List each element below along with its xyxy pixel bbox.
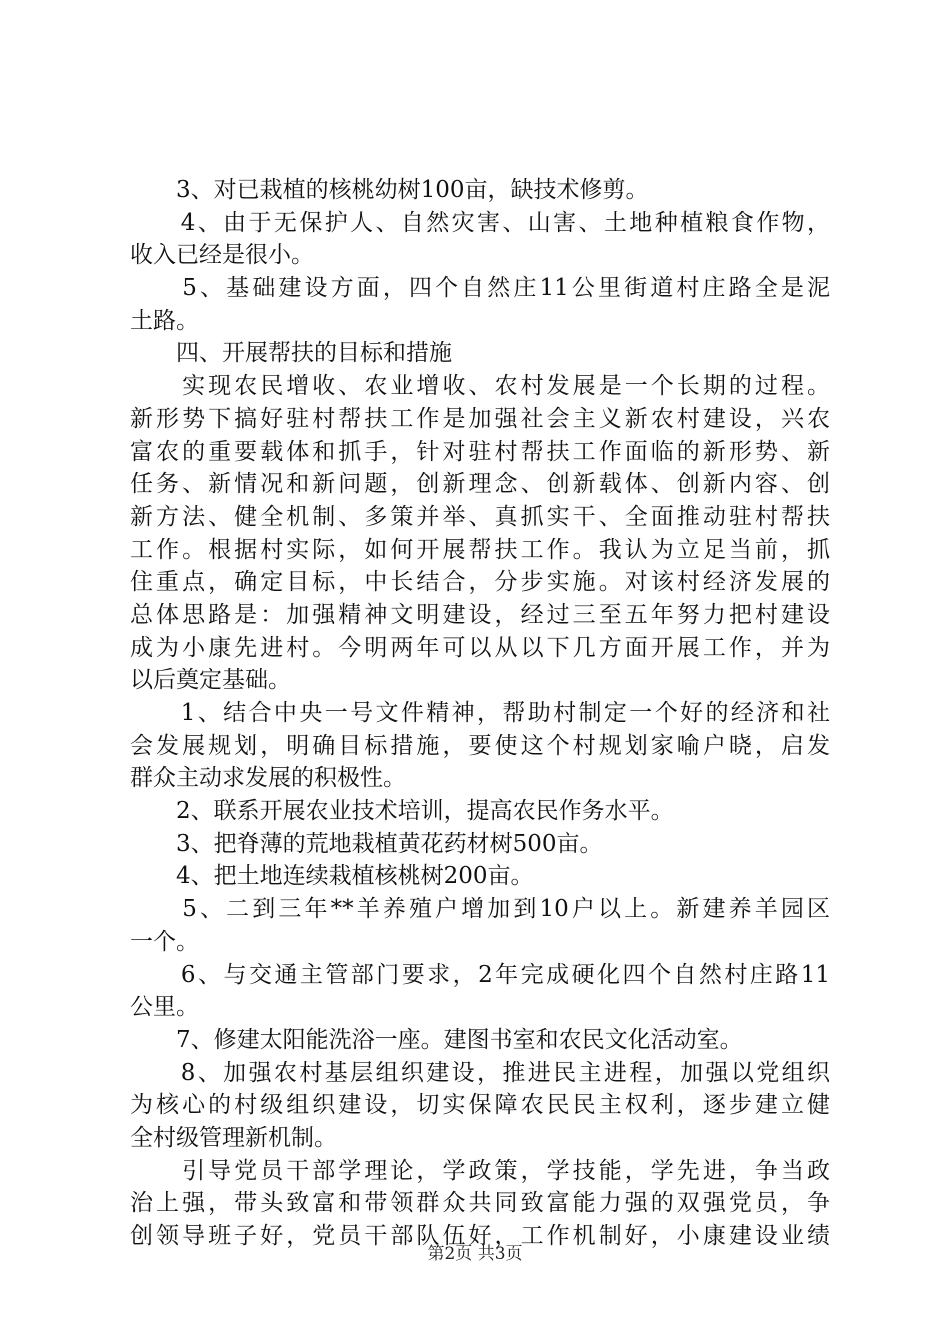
text-line: 以后奠定基础。 [130, 667, 291, 694]
text-line: 6、与交通主管部门要求，2年完成硬化四个自然村庄路11 [130, 961, 830, 988]
text-line: 实现农民增收、农业增收、农村发展是一个长期的过程。 [130, 373, 830, 400]
text-line: 总体思路是：加强精神文明建设，经过三至五年努力把村建设 [130, 601, 830, 628]
text-line: 创领导班子好，党员干部队伍好，工作机制好，小康建设业绩 [130, 1223, 830, 1249]
text-line: 群众主动求发展的积极性。 [130, 765, 406, 792]
text-line: 一个。 [130, 928, 199, 955]
text-line: 会发展规划，明确目标措施，要使这个村规划家喻户晓，启发 [130, 732, 830, 759]
text-line: 新方法、健全机制、多策并举、真抓实干、全面推动驻村帮扶 [130, 503, 830, 530]
text-line: 1、结合中央一号文件精神，帮助村制定一个好的经济和社 [130, 700, 830, 726]
text-line: 4、由于无保护人、自然灾害、山害、土地种植粮食作物， [130, 209, 830, 236]
text-line: 成为小康先进村。今明两年可以从以下几方面开展工作，并为 [130, 634, 830, 661]
page-footer: 第2页 共3页 [427, 1244, 523, 1264]
text-line: 全村级管理新机制。 [130, 1124, 337, 1151]
text-line: 3、把脊薄的荒地栽植黄花药材树500亩。 [130, 830, 603, 857]
text-line: 公里。 [130, 994, 199, 1021]
text-line: 住重点，确定目标，中长结合，分步实施。对该村经济发展的 [130, 569, 830, 596]
text-line: 引导党员干部学理论，学政策，学技能，学先进，争当政 [130, 1157, 830, 1184]
text-line: 4、把土地连续栽植核桃树200亩。 [130, 863, 534, 890]
text-line: 四、开展帮扶的目标和措施 [130, 340, 452, 367]
text-line: 治上强，带头致富和带领群众共同致富能力强的双强党员，争 [130, 1190, 830, 1217]
text-line: 5、基础建设方面，四个自然庄11公里街道村庄路全是泥 [130, 275, 830, 302]
text-line: 工作。根据村实际，如何开展帮扶工作。我认为立足当前，抓 [130, 536, 830, 563]
text-line: 富农的重要载体和抓手，针对驻村帮扶工作面临的新形势、新 [130, 438, 830, 465]
text-line: 任务、新情况和新问题，创新理念、创新载体、创新内容、创 [130, 471, 830, 498]
text-line: 8、加强农村基层组织建设，推进民主进程，加强以党组织 [130, 1059, 830, 1086]
text-line: 3、对已栽植的核桃幼树100亩，缺技术修剪。 [130, 177, 649, 203]
text-line: 为核心的村级组织建设，切实保障农民民主权利，逐步建立健 [130, 1092, 830, 1119]
text-line: 5、二到三年**羊养殖户增加到10户以上。新建养羊园区 [130, 896, 830, 923]
text-line: 新形势下搞好驻村帮扶工作是加强社会主义新农村建设，兴农 [130, 405, 830, 432]
text-line: 土路。 [130, 307, 199, 334]
text-line: 7、修建太阳能洗浴一座。建图书室和农民文化活动室。 [130, 1026, 743, 1053]
text-line: 2、联系开展农业技术培训，提高农民作务水平。 [130, 798, 674, 825]
document-body [130, 174, 830, 1253]
text-line: 收入已经是很小。 [130, 242, 314, 269]
